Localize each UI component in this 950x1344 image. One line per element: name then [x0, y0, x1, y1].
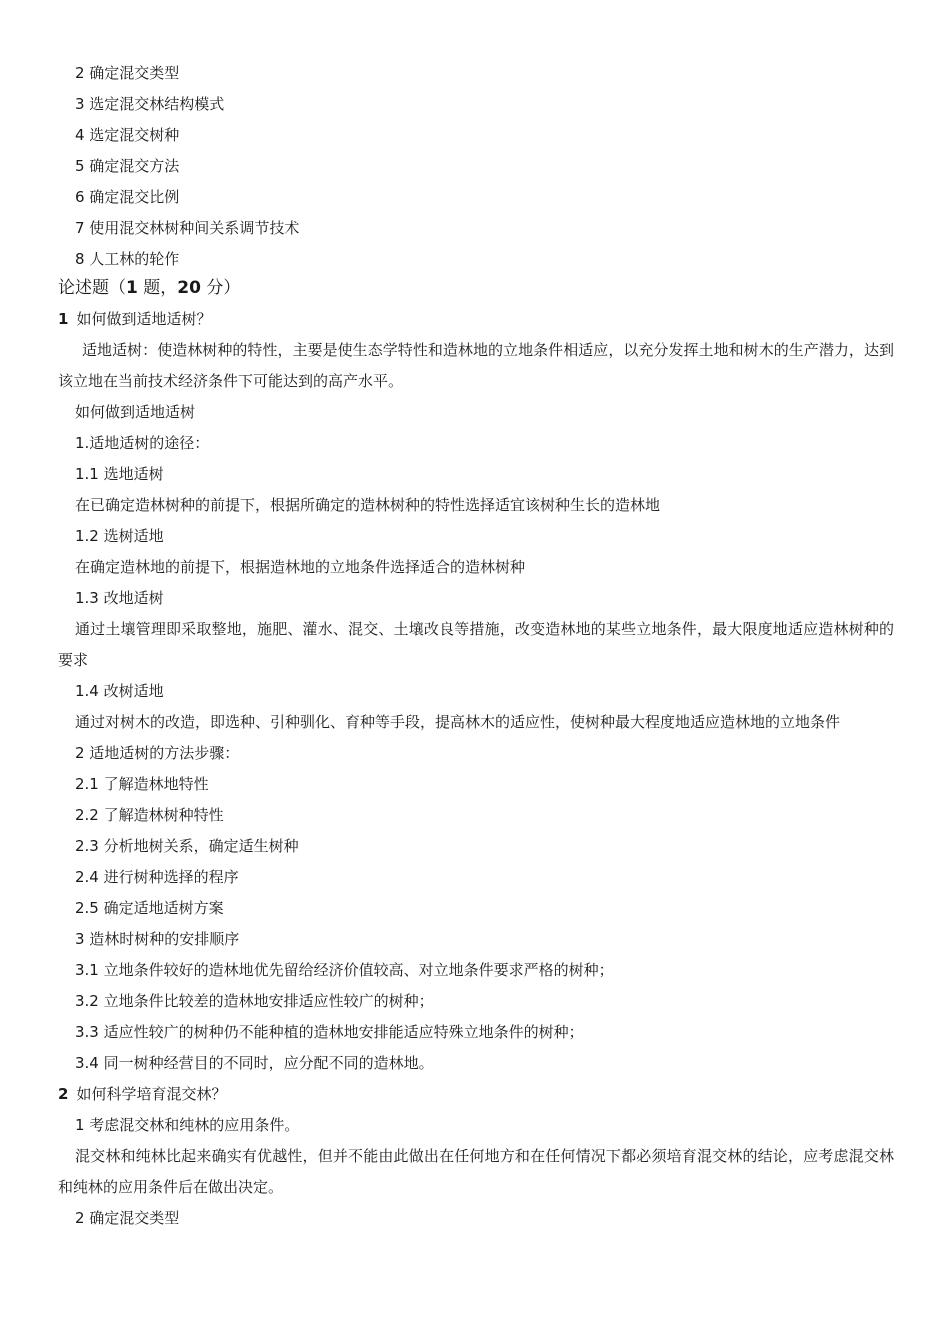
list-item: 2.2 了解造林树种特性	[75, 806, 224, 824]
list-item: 4 选定混交树种	[75, 126, 180, 144]
question-number: 1	[58, 310, 69, 328]
section-heading: 论述题（1 题，20 分）	[58, 278, 241, 298]
subheading: 2 适地适树的方法步骤：	[75, 744, 240, 762]
top-list	[0, 58, 950, 275]
list-item: 2 确定混交类型	[75, 1209, 180, 1227]
list-item: 2.4 进行树种选择的程序	[75, 868, 239, 886]
list-item: 8 人工林的轮作	[75, 250, 180, 268]
list-item: 2.1 了解造林地特性	[75, 775, 209, 793]
document-page	[0, 58, 950, 1234]
list-item: 1.1 选地适树	[75, 465, 164, 483]
subheading: 3 造林时树种的安排顺序	[75, 930, 240, 948]
paragraph: 在确定造林地的前提下，根据造林地的立地条件选择适合的造林树种	[75, 558, 526, 576]
question-text: 如何做到适地适树？	[76, 310, 212, 328]
list-item: 1.4 改树适地	[75, 682, 164, 700]
list-item: 1 考虑混交林和纯林的应用条件。	[75, 1116, 300, 1134]
list-item: 6 确定混交比例	[75, 188, 180, 206]
list-item: 7 使用混交林树种间关系调节技术	[75, 219, 300, 237]
question-1	[0, 304, 950, 335]
question-2	[0, 1079, 950, 1110]
list-item: 3.4 同一树种经营目的不同时，应分配不同的造林地。	[75, 1054, 434, 1072]
subheading: 1.适地适树的途径：	[75, 434, 210, 452]
question-number: 2	[58, 1085, 69, 1103]
list-item: 1.3 改地适树	[75, 589, 164, 607]
question-text: 如何科学培育混交林？	[76, 1085, 227, 1103]
list-item: 2.3 分析地树关系，确定适生树种	[75, 837, 299, 855]
paragraph: 混交林和纯林比起来确实有优越性，但并不能由此做出在任何地方和在任何情况下都必须培育混交林的结论，应考虑混交林和纯林的应用条件后在做出决定。	[58, 1147, 894, 1196]
list-item: 1.2 选树适地	[75, 527, 164, 545]
paragraph: 通过土壤管理即采取整地，施肥、灌水、混交、土壤改良等措施，改变造林地的某些立地条件，最大限度地适应造林树种的要求	[58, 620, 894, 669]
paragraph: 在已确定造林树种的前提下，根据所确定的造林树种的特性选择适宜该树种生长的造林地	[75, 496, 661, 514]
list-item: 3.2 立地条件比较差的造林地安排适应性较广的树种；	[75, 992, 434, 1010]
list-item: 2.5 确定适地适树方案	[75, 899, 224, 917]
list-item: 2 确定混交类型	[75, 64, 180, 82]
paragraph: 通过对树木的改造，即选种、引种驯化、育种等手段，提高林木的适应性，使树种最大程度地适应造林地的立地条件	[75, 713, 841, 731]
list-item: 5 确定混交方法	[75, 157, 180, 175]
definition-paragraph: 适地适树：使造林树种的特性，主要是使生态学特性和造林地的立地条件相适应，以充分发挥土地和树木的生产潜力，达到该立地在当前技术经济条件下可能达到的高产水平。	[58, 341, 894, 390]
list-item: 3 选定混交林结构模式	[75, 95, 225, 113]
list-item: 3.1 立地条件较好的造林地优先留给经济价值较高、对立地条件要求严格的树种；	[75, 961, 614, 979]
subheading: 如何做到适地适树	[75, 403, 196, 421]
list-item: 3.3 适应性较广的树种仍不能种植的造林地安排能适应特殊立地条件的树种；	[75, 1023, 584, 1041]
